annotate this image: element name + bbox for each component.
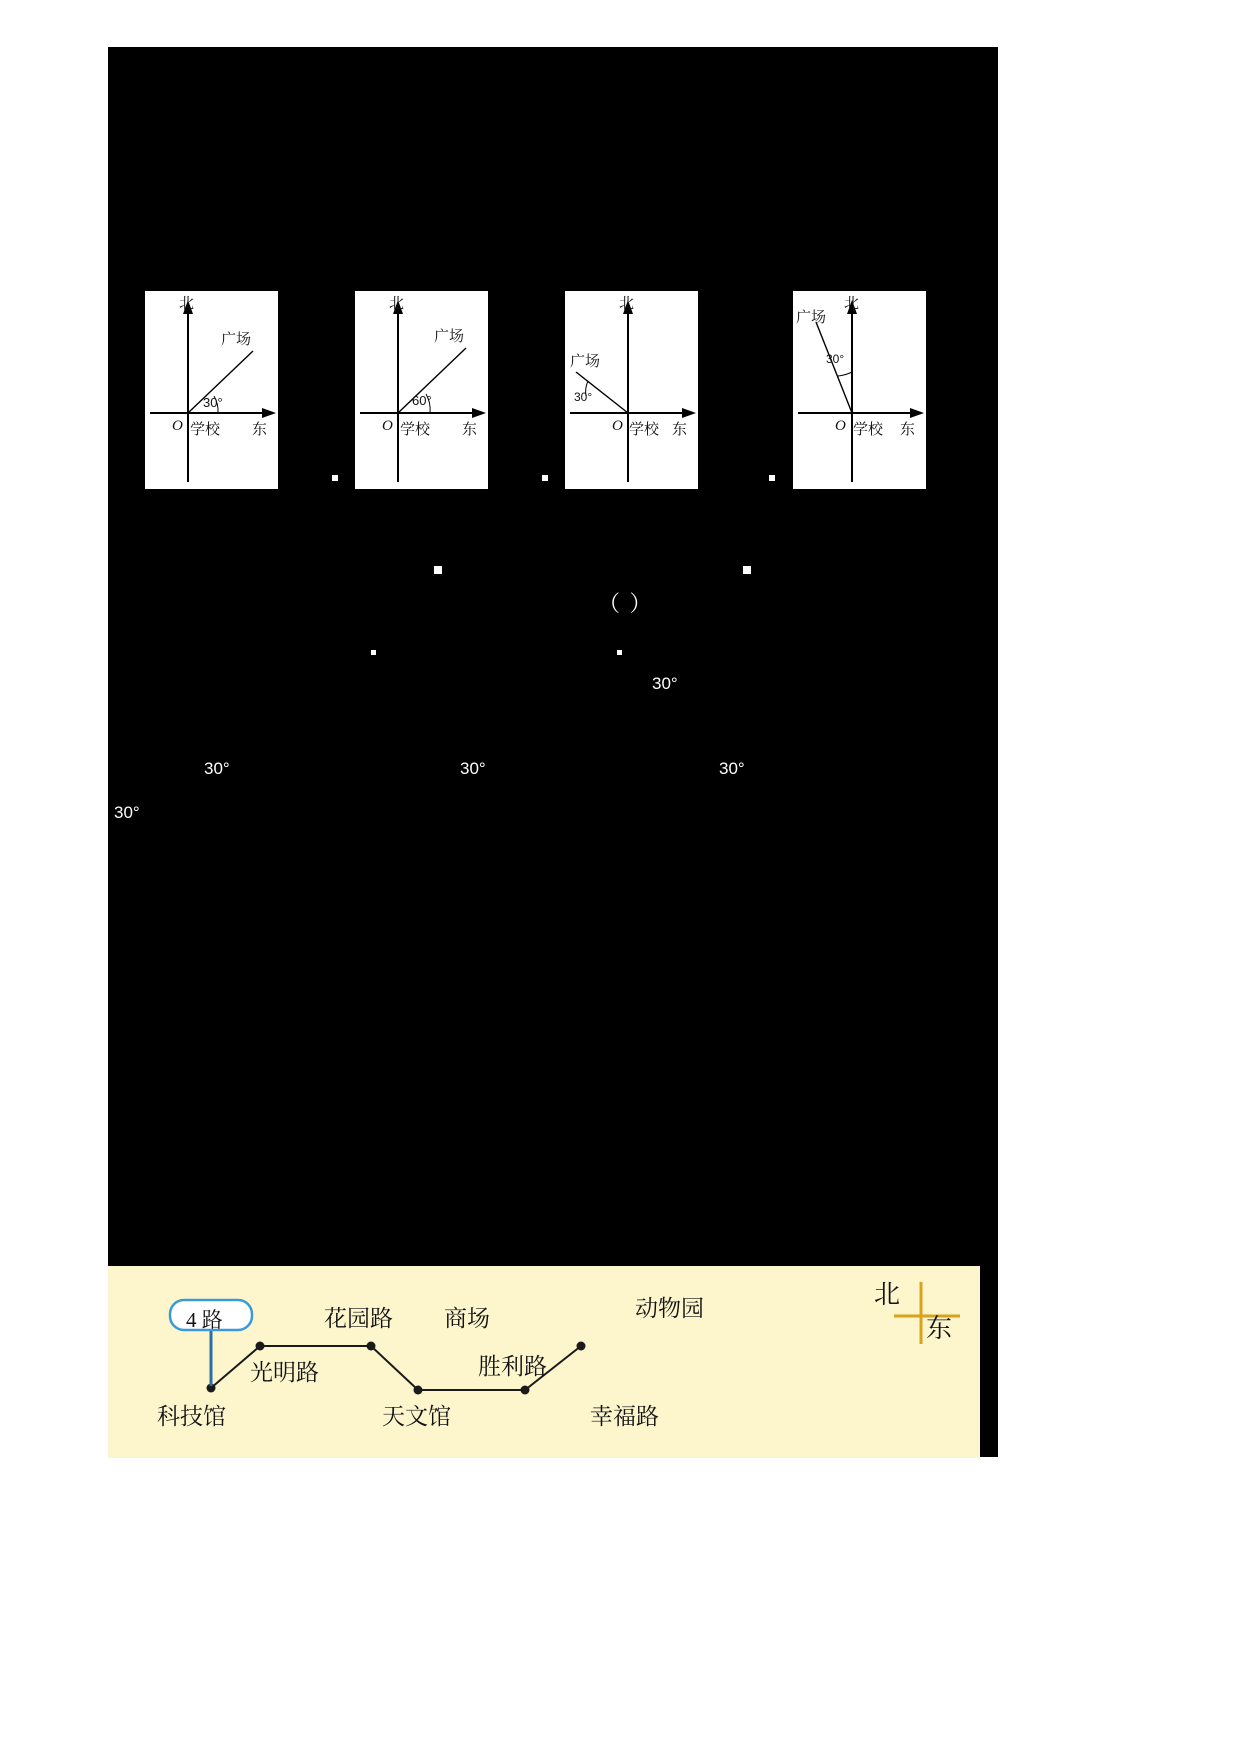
compass-east-label: 东 <box>926 1314 953 1343</box>
option-diagram-c <box>565 291 698 489</box>
option-c-east-label: 东 <box>672 422 688 438</box>
road-label-guangminglu: 光明路 <box>250 1360 319 1385</box>
stop-label-kejiguan: 科技馆 <box>157 1404 226 1429</box>
option-a-east-label: 东 <box>252 422 268 438</box>
option-d-origin-label: O <box>835 418 846 434</box>
option-a-figure <box>146 292 279 490</box>
bus-route-figure <box>108 1266 980 1458</box>
option-diagram-a <box>145 291 278 489</box>
option-b-place-label: 广场 <box>434 329 465 345</box>
option-diagram-b <box>355 291 488 489</box>
stray-dot-1 <box>434 566 442 574</box>
option-a-north-label: 北 <box>179 296 195 312</box>
option-c-angle-label: 30° <box>574 390 593 404</box>
stray-dot-3 <box>371 650 376 655</box>
stray-dot-4 <box>617 650 622 655</box>
loose-angle-2: 30° <box>204 759 230 778</box>
option-a-place-label: 广场 <box>221 332 252 348</box>
option-d-north-label: 北 <box>844 296 860 312</box>
stop-label-tianwenguan: 天文馆 <box>382 1404 451 1429</box>
option-d-school-label: 学校 <box>853 422 884 438</box>
option-d-angle-label: 30° <box>826 352 845 366</box>
road-label-huayuanlu: 花园路 <box>324 1306 393 1331</box>
option-d-east-label: 东 <box>900 422 916 438</box>
option-diagram-d <box>793 291 926 489</box>
option-c-school-label: 学校 <box>629 422 660 438</box>
stop-label-shangchang: 商场 <box>444 1306 490 1331</box>
document-page <box>108 47 998 1457</box>
option-a-angle-label: 30° <box>203 395 223 410</box>
option-c-north-label: 北 <box>619 296 635 312</box>
option-b-angle-label: 60° <box>412 393 432 408</box>
option-b-east-label: 东 <box>462 422 478 438</box>
loose-angle-4: 30° <box>719 759 745 778</box>
option-a-origin-label: O <box>172 418 183 434</box>
option-separator-dot-1 <box>332 475 338 481</box>
option-separator-dot-2 <box>542 475 548 481</box>
route-line-badge: 4 路 <box>186 1308 223 1332</box>
option-a-school-label: 学校 <box>190 422 221 438</box>
answer-blank: （ ） <box>598 591 654 616</box>
stray-dot-2 <box>743 566 751 574</box>
option-c-place-label: 广场 <box>570 354 601 370</box>
option-c-origin-label: O <box>612 418 623 434</box>
option-b-school-label: 学校 <box>400 422 431 438</box>
stop-label-xingfulu: 幸福路 <box>590 1404 659 1429</box>
loose-angle-3: 30° <box>460 759 486 778</box>
stop-label-dongwuyuan: 动物园 <box>635 1296 704 1321</box>
loose-angle-1: 30° <box>652 674 678 693</box>
option-b-north-label: 北 <box>389 296 405 312</box>
option-separator-dot-3 <box>769 475 775 481</box>
option-b-origin-label: O <box>382 418 393 434</box>
compass-north-label: 北 <box>874 1280 901 1309</box>
option-d-place-label: 广场 <box>796 310 827 326</box>
road-label-shenglilu: 胜利路 <box>478 1354 547 1379</box>
loose-angle-5: 30° <box>114 803 140 822</box>
option-b-figure <box>356 292 489 490</box>
